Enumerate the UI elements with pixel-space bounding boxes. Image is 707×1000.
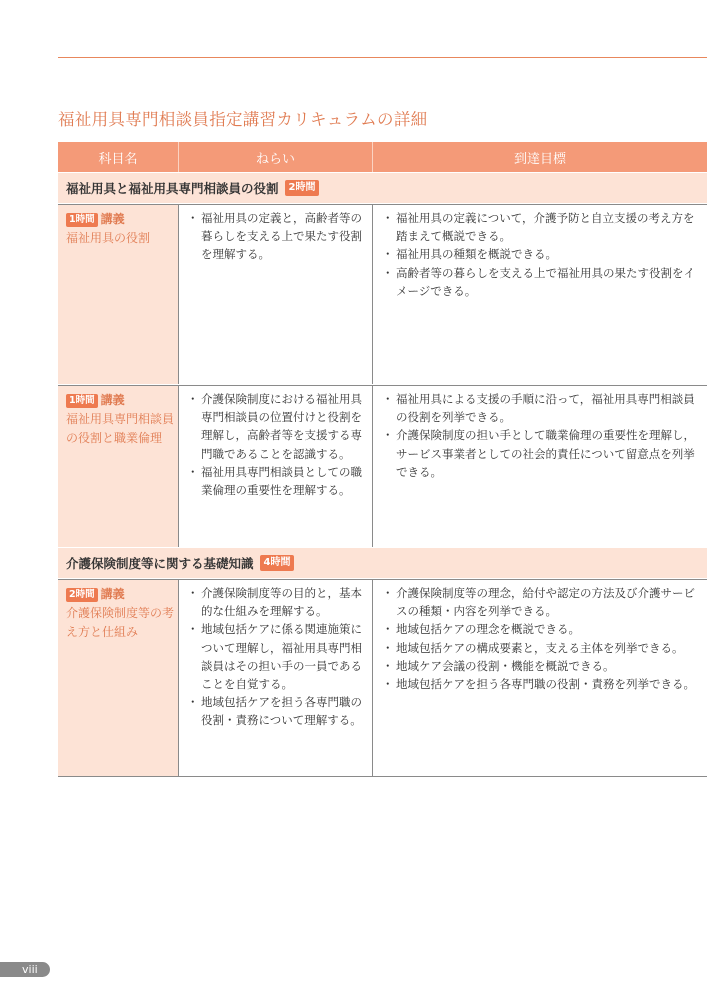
aims-list (189, 390, 367, 499)
list-item: ・ 福祉用具専門相談員としての職業倫理の重要性を理解する。 (189, 463, 367, 499)
aims-list (189, 209, 367, 264)
page-title: 福祉用具専門相談員指定講習カリキュラムの詳細 (58, 110, 428, 129)
hours-badge: 1時間 (66, 213, 98, 227)
list-item: ・ 地域ケア会議の役割・機能を概説できる。 (384, 657, 700, 675)
subject-cell (58, 204, 178, 384)
section-title: 介護保険制度等に関する基礎知識 (66, 556, 254, 571)
section-header (58, 173, 707, 203)
header-aims: ねらい (179, 142, 372, 172)
lecture-label: 講義 (100, 587, 125, 601)
subject-name: 福祉用具専門相談員の役割と職業倫理 (66, 412, 175, 445)
goals-list (384, 209, 700, 300)
goals-list (384, 390, 700, 481)
lecture-label: 講義 (100, 212, 125, 226)
table-row (58, 579, 707, 777)
section-title: 福祉用具と福祉用具専門相談員の役割 (66, 181, 279, 196)
subject-cell (58, 385, 178, 547)
page-number: viii (0, 962, 50, 977)
header-goals: 到達目標 (373, 142, 707, 172)
list-item: ・ 地域包括ケアを担う各専門職の役割・責務について理解する。 (189, 693, 367, 729)
list-item: ・ 介護保険制度等の目的と，基本的な仕組みを理解する。 (189, 584, 367, 620)
list-item: ・ 高齢者等の暮らしを支える上で福祉用具の果たす役割をイメージできる。 (384, 264, 700, 300)
list-item: ・ 地域包括ケアに係る関連施策について理解し，福祉用具専門相談員はその担い手の一員であることを自覚する。 (189, 620, 367, 693)
aims-list (189, 584, 367, 730)
header-subject: 科目名 (58, 142, 178, 172)
top-rule (58, 57, 707, 58)
list-item: ・ 福祉用具の定義について，介護予防と自立支援の考え方を踏まえて概説できる。 (384, 209, 700, 245)
list-item: ・ 地域包括ケアを担う各専門職の役割・責務を列挙できる。 (384, 675, 700, 693)
section-hours-badge: 4時間 (260, 555, 295, 571)
section-hours-badge: 2時間 (285, 180, 320, 196)
table-row (58, 385, 707, 547)
hours-badge: 1時間 (66, 394, 98, 408)
goals-list (384, 584, 700, 693)
list-item: ・ 福祉用具の種類を概説できる。 (384, 245, 700, 263)
list-item: ・ 福祉用具による支援の手順に沿って，福祉用具専門相談員の役割を列挙できる。 (384, 390, 700, 426)
hours-badge: 2時間 (66, 588, 98, 602)
list-item: ・ 福祉用具の定義と，高齢者等の暮らしを支える上で果たす役割を理解する。 (189, 209, 367, 264)
list-item: ・ 地域包括ケアの理念を概説できる。 (384, 620, 700, 638)
subject-name: 福祉用具の役割 (66, 231, 151, 245)
section-header (58, 548, 707, 578)
list-item: ・ 介護保険制度における福祉用具専門相談員の位置付けと役割を理解し，高齢者等を支援する専門職であることを認識する。 (189, 390, 367, 463)
list-item: ・ 介護保険制度等の理念，給付や認定の方法及び介護サービスの種類・内容を列挙できる。 (384, 584, 700, 620)
lecture-label: 講義 (100, 393, 125, 407)
subject-name: 介護保険制度等の考え方と仕組み (66, 606, 175, 639)
list-item: ・ 介護保険制度の担い手として職業倫理の重要性を理解し，サービス事業者としての社会的責任について留意点を列挙できる。 (384, 426, 700, 481)
table-row (58, 204, 707, 384)
list-item: ・ 地域包括ケアの構成要素と，支える主体を列挙できる。 (384, 639, 700, 657)
subject-cell (58, 579, 178, 777)
